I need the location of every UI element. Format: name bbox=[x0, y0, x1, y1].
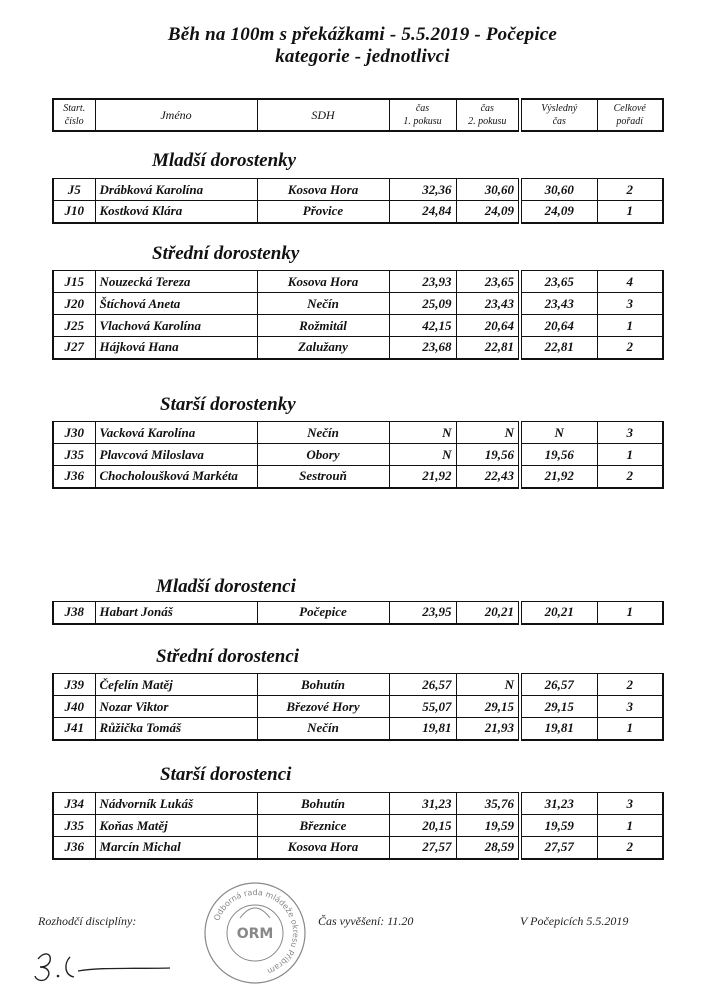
table-row bbox=[53, 718, 663, 740]
category-title: Střední dorostenky bbox=[152, 243, 300, 264]
rank-cell: 3 bbox=[597, 793, 663, 815]
result-cell: 21,92 bbox=[520, 466, 597, 488]
time1-cell: 32,36 bbox=[389, 179, 456, 201]
start-number-cell: J15 bbox=[53, 271, 95, 293]
results-table bbox=[52, 178, 664, 224]
name-cell: Vacková Karolína bbox=[95, 422, 257, 444]
name-cell: Marcín Michal bbox=[95, 837, 257, 859]
time2-cell: 28,59 bbox=[456, 837, 520, 859]
sdh-cell: Sestrouň bbox=[257, 466, 389, 488]
sdh-cell: Kosova Hora bbox=[257, 179, 389, 201]
start-number-cell: J10 bbox=[53, 201, 95, 223]
category-title: Střední dorostenci bbox=[156, 646, 300, 667]
name-cell: Čefelín Matěj bbox=[95, 674, 257, 696]
results-table bbox=[52, 421, 664, 489]
sdh-cell: Bohutín bbox=[257, 674, 389, 696]
table-row bbox=[53, 696, 663, 718]
name-cell: Nouzecká Tereza bbox=[95, 271, 257, 293]
rank-cell: 1 bbox=[597, 815, 663, 837]
sdh-cell: Obory bbox=[257, 444, 389, 466]
time1-cell: 21,92 bbox=[389, 466, 456, 488]
col-result: Výsledný čas bbox=[520, 99, 597, 131]
place-date: V Počepicích 5.5.2019 bbox=[520, 914, 629, 928]
start-number-cell: J25 bbox=[53, 315, 95, 337]
start-number-cell: J36 bbox=[53, 837, 95, 859]
table-row bbox=[53, 337, 663, 359]
time1-cell: 19,81 bbox=[389, 718, 456, 740]
sdh-cell: Nečín bbox=[257, 422, 389, 444]
result-cell: 19,81 bbox=[520, 718, 597, 740]
result-cell: 23,43 bbox=[520, 293, 597, 315]
sdh-cell: Bohutín bbox=[257, 793, 389, 815]
start-number-cell: J35 bbox=[53, 444, 95, 466]
table-row bbox=[53, 793, 663, 815]
time1-cell: 42,15 bbox=[389, 315, 456, 337]
time1-cell: N bbox=[389, 422, 456, 444]
category-title: Mladší dorostenci bbox=[156, 576, 296, 597]
rank-cell: 1 bbox=[597, 315, 663, 337]
result-cell: 27,57 bbox=[520, 837, 597, 859]
table-row bbox=[53, 201, 663, 223]
time1-cell: 27,57 bbox=[389, 837, 456, 859]
name-cell: Nádvorník Lukáš bbox=[95, 793, 257, 815]
sdh-cell: Březové Hory bbox=[257, 696, 389, 718]
result-cell: 19,59 bbox=[520, 815, 597, 837]
time2-cell: N bbox=[456, 674, 520, 696]
time2-cell: 22,43 bbox=[456, 466, 520, 488]
col-rank: Celkové pořadí bbox=[597, 99, 663, 131]
rank-cell: 3 bbox=[597, 293, 663, 315]
name-cell: Nozar Viktor bbox=[95, 696, 257, 718]
table-row bbox=[53, 837, 663, 859]
name-cell: Růžička Tomáš bbox=[95, 718, 257, 740]
category-title: Starší dorostenci bbox=[160, 764, 292, 785]
sdh-cell: Kosova Hora bbox=[257, 271, 389, 293]
column-header-table bbox=[52, 98, 664, 132]
result-cell: 23,65 bbox=[520, 271, 597, 293]
time2-cell: 23,43 bbox=[456, 293, 520, 315]
result-cell: 31,23 bbox=[520, 793, 597, 815]
result-cell: 19,56 bbox=[520, 444, 597, 466]
start-number-cell: J40 bbox=[53, 696, 95, 718]
rank-cell: 2 bbox=[597, 179, 663, 201]
category-title: Mladší dorostenky bbox=[152, 150, 297, 171]
time2-cell: 23,65 bbox=[456, 271, 520, 293]
time2-cell: 29,15 bbox=[456, 696, 520, 718]
svg-text:Odborná rada mládeže okresu Př: Odborná rada mládeže okresu Příbram bbox=[212, 887, 301, 976]
judge-signature bbox=[30, 945, 180, 985]
result-cell: 30,60 bbox=[520, 179, 597, 201]
result-cell: 26,57 bbox=[520, 674, 597, 696]
start-number-cell: J38 bbox=[53, 602, 95, 624]
svg-text:ORM: ORM bbox=[236, 926, 274, 942]
name-cell: Koňas Matěj bbox=[95, 815, 257, 837]
start-number-cell: J27 bbox=[53, 337, 95, 359]
table-row bbox=[53, 179, 663, 201]
table-row bbox=[53, 315, 663, 337]
name-cell: Habart Jonáš bbox=[95, 602, 257, 624]
rank-cell: 2 bbox=[597, 674, 663, 696]
rank-cell: 3 bbox=[597, 422, 663, 444]
time2-cell: 21,93 bbox=[456, 718, 520, 740]
rank-cell: 1 bbox=[597, 201, 663, 223]
time1-cell: 25,09 bbox=[389, 293, 456, 315]
name-cell: Chocholoušková Markéta bbox=[95, 466, 257, 488]
time2-cell: 20,64 bbox=[456, 315, 520, 337]
table-row bbox=[53, 466, 663, 488]
results-table bbox=[52, 673, 664, 741]
orm-stamp-icon bbox=[200, 878, 310, 988]
rank-cell: 1 bbox=[597, 718, 663, 740]
time1-cell: 26,57 bbox=[389, 674, 456, 696]
col-sdh: SDH bbox=[257, 99, 389, 131]
result-cell: N bbox=[520, 422, 597, 444]
time1-cell: 20,15 bbox=[389, 815, 456, 837]
col-time2: čas 2. pokusu bbox=[456, 99, 520, 131]
start-number-cell: J30 bbox=[53, 422, 95, 444]
start-number-cell: J20 bbox=[53, 293, 95, 315]
sdh-cell: Nečín bbox=[257, 293, 389, 315]
col-name: Jméno bbox=[95, 99, 257, 131]
sdh-cell: Počepice bbox=[257, 602, 389, 624]
time2-cell: 35,76 bbox=[456, 793, 520, 815]
rank-cell: 3 bbox=[597, 696, 663, 718]
sdh-cell: Nečín bbox=[257, 718, 389, 740]
result-cell: 24,09 bbox=[520, 201, 597, 223]
table-row bbox=[53, 444, 663, 466]
rank-cell: 2 bbox=[597, 837, 663, 859]
table-row bbox=[53, 815, 663, 837]
results-table bbox=[52, 792, 664, 860]
name-cell: Drábková Karolína bbox=[95, 179, 257, 201]
rank-cell: 2 bbox=[597, 466, 663, 488]
sdh-cell: Zalužany bbox=[257, 337, 389, 359]
table-row bbox=[53, 602, 663, 624]
sdh-cell: Březnice bbox=[257, 815, 389, 837]
sdh-cell: Přovice bbox=[257, 201, 389, 223]
time1-cell: 23,68 bbox=[389, 337, 456, 359]
time2-cell: 24,09 bbox=[456, 201, 520, 223]
sdh-cell: Kosova Hora bbox=[257, 837, 389, 859]
col-start-number: Start. číslo bbox=[53, 99, 95, 131]
sdh-cell: Rožmitál bbox=[257, 315, 389, 337]
category-title: Starší dorostenky bbox=[160, 394, 296, 415]
start-number-cell: J35 bbox=[53, 815, 95, 837]
result-cell: 29,15 bbox=[520, 696, 597, 718]
time2-cell: 20,21 bbox=[456, 602, 520, 624]
table-row bbox=[53, 674, 663, 696]
start-number-cell: J36 bbox=[53, 466, 95, 488]
name-cell: Kostková Klára bbox=[95, 201, 257, 223]
col-time1: čas 1. pokusu bbox=[389, 99, 456, 131]
start-number-cell: J41 bbox=[53, 718, 95, 740]
start-number-cell: J5 bbox=[53, 179, 95, 201]
name-cell: Vlachová Karolína bbox=[95, 315, 257, 337]
table-row bbox=[53, 422, 663, 444]
result-cell: 20,21 bbox=[520, 602, 597, 624]
results-table bbox=[52, 270, 664, 360]
time2-cell: 19,59 bbox=[456, 815, 520, 837]
rank-cell: 1 bbox=[597, 602, 663, 624]
time2-cell: N bbox=[456, 422, 520, 444]
start-number-cell: J34 bbox=[53, 793, 95, 815]
time1-cell: 31,23 bbox=[389, 793, 456, 815]
result-cell: 22,81 bbox=[520, 337, 597, 359]
table-row bbox=[53, 271, 663, 293]
time2-cell: 22,81 bbox=[456, 337, 520, 359]
start-number-cell: J39 bbox=[53, 674, 95, 696]
posted-time: Čas vyvěšení: 11.20 bbox=[318, 914, 414, 928]
rank-cell: 2 bbox=[597, 337, 663, 359]
name-cell: Plavcová Miloslava bbox=[95, 444, 257, 466]
rank-cell: 4 bbox=[597, 271, 663, 293]
time2-cell: 19,56 bbox=[456, 444, 520, 466]
table-row bbox=[53, 293, 663, 315]
result-cell: 20,64 bbox=[520, 315, 597, 337]
judge-label: Rozhodčí disciplíny: bbox=[38, 914, 137, 928]
rank-cell: 1 bbox=[597, 444, 663, 466]
time1-cell: 55,07 bbox=[389, 696, 456, 718]
time1-cell: 23,93 bbox=[389, 271, 456, 293]
results-table bbox=[52, 601, 664, 625]
time1-cell: 24,84 bbox=[389, 201, 456, 223]
name-cell: Hájková Hana bbox=[95, 337, 257, 359]
time1-cell: N bbox=[389, 444, 456, 466]
time1-cell: 23,95 bbox=[389, 602, 456, 624]
name-cell: Štíchová Aneta bbox=[95, 293, 257, 315]
time2-cell: 30,60 bbox=[456, 179, 520, 201]
document-title: Běh na 100m s překážkami - 5.5.2019 - Počepice bbox=[167, 24, 558, 45]
document-subtitle: kategorie - jednotlivci bbox=[275, 46, 450, 67]
